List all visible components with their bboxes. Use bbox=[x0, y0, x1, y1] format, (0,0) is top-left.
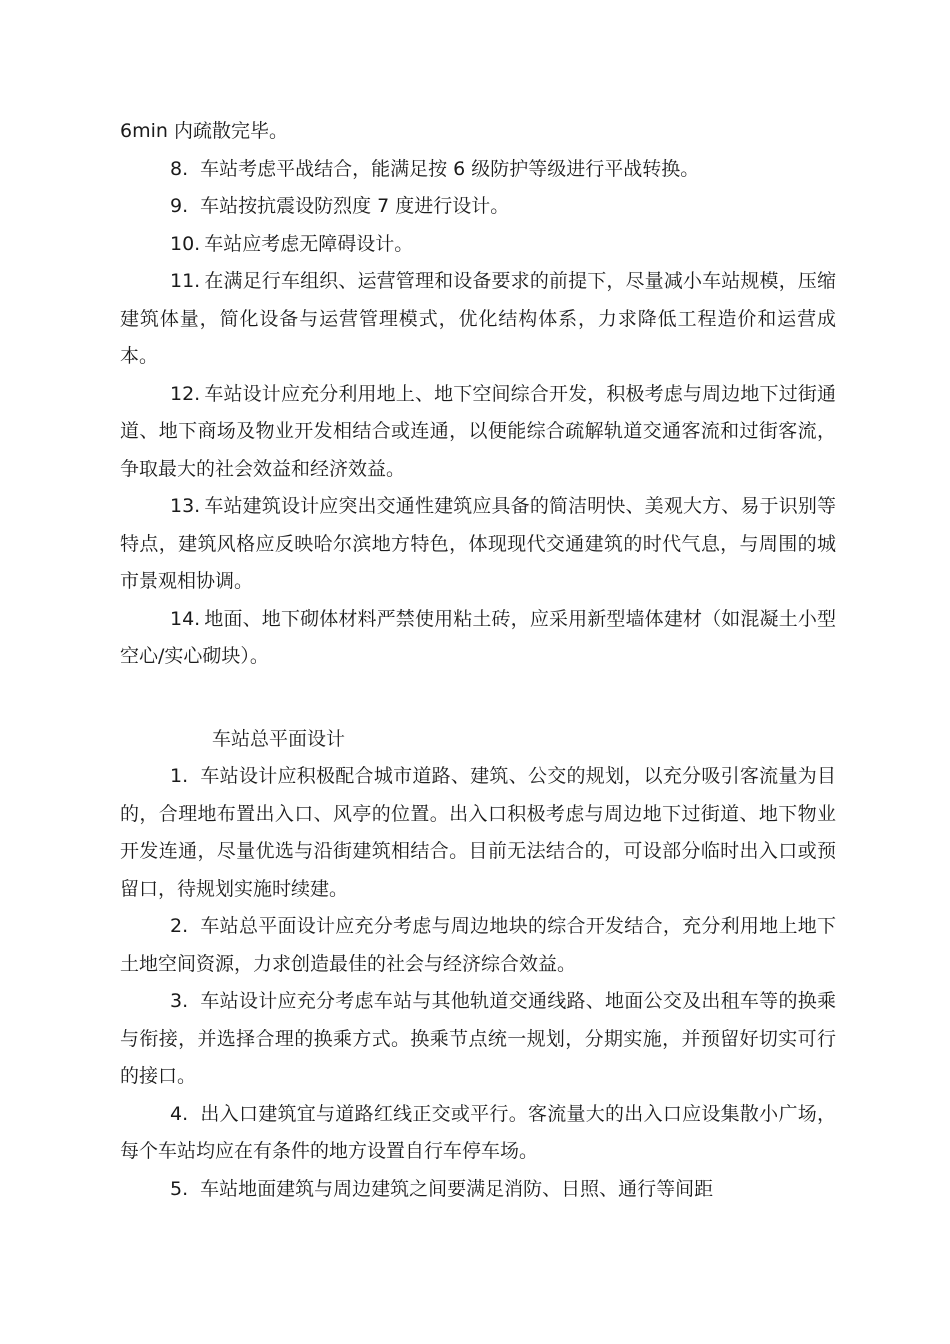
item-number: 1. bbox=[170, 765, 189, 787]
item-number: 12. bbox=[170, 382, 201, 405]
item-text: 车站总平面设计应充分考虑与周边地块的综合开发结合，充分利用地上地下土地空间资源，力求创造最佳的社会与经济综合效益。 bbox=[120, 915, 836, 975]
list-item-1 bbox=[120, 758, 836, 908]
item-text: 车站按抗震设防烈度 7 度进行设计。 bbox=[200, 195, 510, 217]
item-number: 4. bbox=[170, 1102, 189, 1125]
item-number: 14. bbox=[170, 607, 201, 630]
item-number: 11. bbox=[170, 270, 201, 292]
list-item-11 bbox=[120, 263, 836, 376]
item-text: 在满足行车组织、运营管理和设备要求的前提下，尽量减小车站规模，压缩建筑体量，简化设备与运营管理模式，优化结构体系，力求降低工程造价和运营成本。 bbox=[120, 270, 836, 367]
section-heading: 车站总平面设计 bbox=[212, 727, 346, 750]
document-page bbox=[120, 113, 836, 1208]
item-text: 车站设计应充分考虑车站与其他轨道交通线路、地面公交及出租车等的换乘与衔接，并选择合理的换乘方式。换乘节点统一规划，分期实施，并预留好切实可行的接口。 bbox=[120, 990, 836, 1087]
list-item-14 bbox=[120, 601, 836, 676]
list-item-9 bbox=[120, 188, 836, 226]
item-text: 地面、地下砌体材料严禁使用粘土砖，应采用新型墙体建材（如混凝土小型空心/实心砌块）。 bbox=[120, 607, 836, 667]
item-number: 10. bbox=[170, 232, 201, 255]
item-text: 车站考虑平战结合，能满足按 6 级防护等级进行平战转换。 bbox=[200, 157, 700, 180]
list-item-3 bbox=[120, 983, 836, 1096]
list-item-5 bbox=[120, 1171, 836, 1209]
item-text: 车站设计应积极配合城市道路、建筑、公交的规划，以充分吸引客流量为目的，合理地布置出入口、风亭的位置。出入口积极考虑与周边地下过街道、地下物业开发连通，尽量优选与沿街建筑相结合。目前无法结合的，可设部分临时出入口或预留口，待规划实施时续建。 bbox=[120, 765, 836, 900]
list-item-12 bbox=[120, 376, 836, 489]
list-item-2 bbox=[120, 908, 836, 983]
item-text: 车站建筑设计应突出交通性建筑应具备的简洁明快、美观大方、易于识别等特点，建筑风格应反映哈尔滨地方特色，体现现代交通建筑的时代气息，与周围的城市景观相协调。 bbox=[120, 495, 836, 592]
section-gap bbox=[120, 676, 836, 721]
item-text: 车站应考虑无障碍设计。 bbox=[204, 232, 414, 255]
continued-paragraph: 6min 内疏散完毕。 bbox=[120, 120, 288, 142]
item-number: 13. bbox=[170, 495, 201, 517]
item-text: 车站地面建筑与周边建筑之间要满足消防、日照、通行等间距 bbox=[200, 1177, 714, 1200]
item-number: 8. bbox=[170, 157, 189, 180]
list-item-10 bbox=[120, 226, 836, 264]
list-item-4 bbox=[120, 1096, 836, 1171]
item-number: 3. bbox=[170, 990, 189, 1012]
item-text: 车站设计应充分利用地上、地下空间综合开发，积极考虑与周边地下过街通道、地下商场及物业开发相结合或连通，以便能综合疏解轨道交通客流和过街客流，争取最大的社会效益和经济效益。 bbox=[120, 382, 836, 480]
item-number: 2. bbox=[170, 915, 189, 937]
list-item-13 bbox=[120, 488, 836, 601]
item-text: 出入口建筑宜与道路红线正交或平行。客流量大的出入口应设集散小广场，每个车站均应在有条件的地方设置自行车停车场。 bbox=[120, 1102, 836, 1162]
item-number: 9. bbox=[170, 195, 189, 217]
list-item-8 bbox=[120, 151, 836, 189]
item-number: 5. bbox=[170, 1177, 189, 1200]
